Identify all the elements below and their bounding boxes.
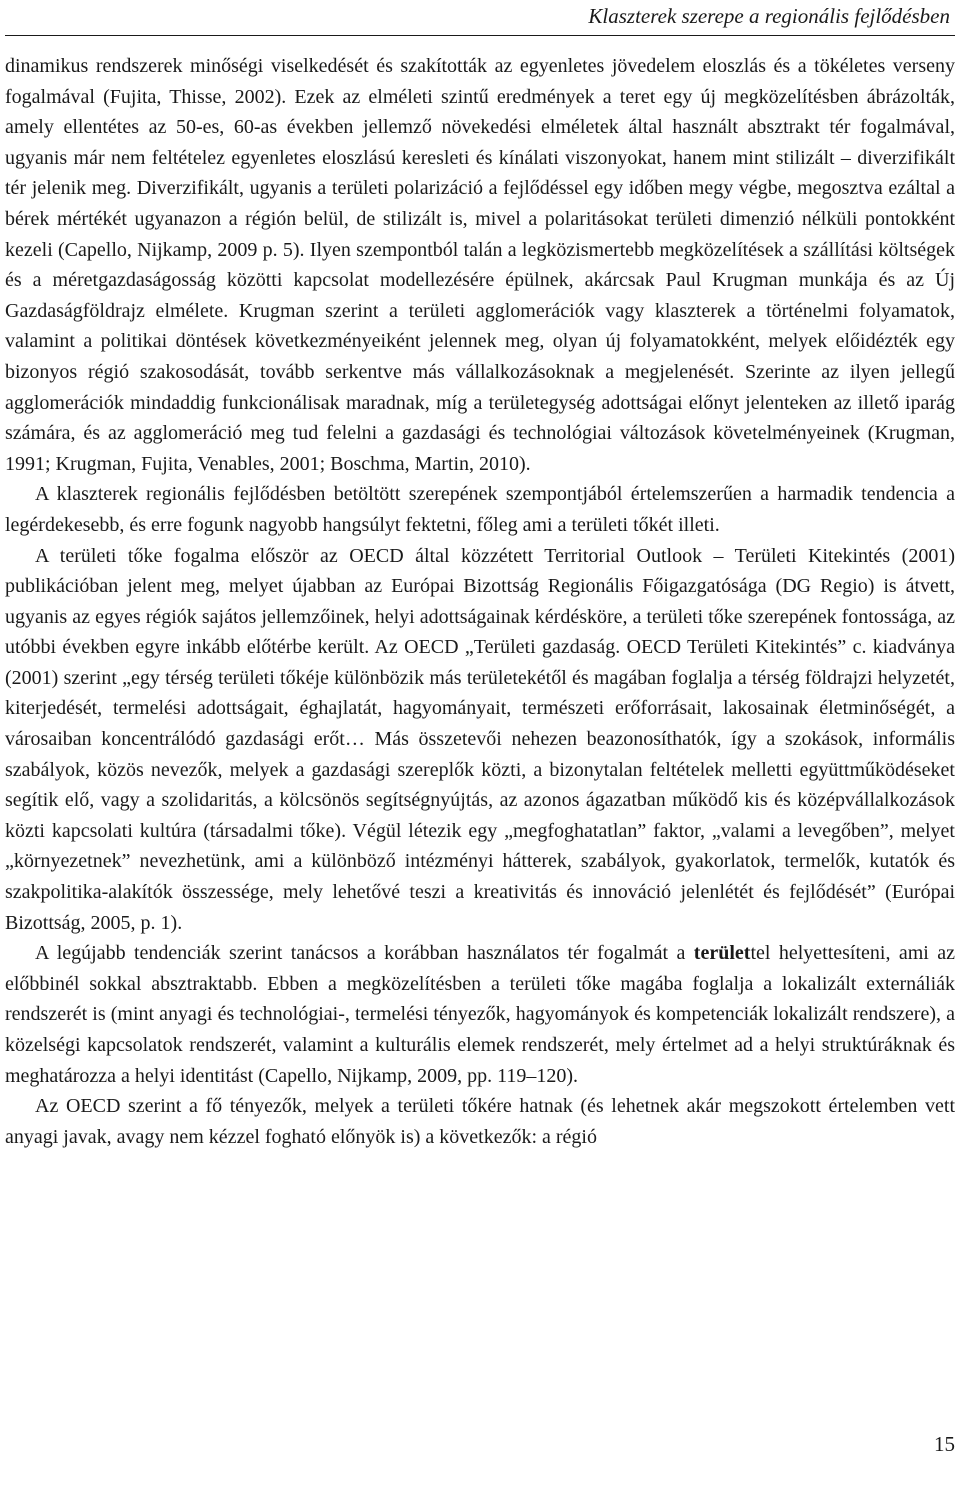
page-number: 15 [934,1432,955,1456]
paragraph-4-rest: tel helyettesíteni, ami az előbbinél sokkal absztraktabb. Ebben a megközelítésben a területi tőke magába foglalja a lokalizált externáliák rendszerét is (mint anyagi és technológiai-, termelési tényezők, hagyományok és kompetenciák lokalizált rendszere), a közelségi kapcsolatok rendszerét, valamint a kulturális elemek rendszerét, mely értelmet ad a helyi struktúráknak és meghatározza a helyi identitást (Capello, Nijkamp, 2009, pp. 119–120). [5,942,955,1087]
paragraph-4-lead: A legújabb tendenciák szerint tanácsos a korábban használatos tér fogalmát a [35,942,694,965]
paragraph-3: A területi tőke fogalma először az OECD által közzétett Territorial Outlook – Területi Kitekintés (2001) publikációban jelent meg, melyet újabban az Európai Bizottság Regionális Főigazgatósága (DG Regio) is átvett, ugyanis az egyes régiók sajátos jellemzőinek, helyi adottságainak kérdésköre, a területi tőke szerepének fontossága, az utóbbi években egyre inkább előtérbe került. Az OECD „Területi gazdaság. OECD Területi Kitekintés” c. kiadványa (2001) szerint „egy térség területi tőkéje különbözik más területekétől és magában foglalja a térség földrajzi helyzetét, kiterjedését, termelési adottságait, éghajlatát, hagyományait, természeti erőforrásait, lakosainak életminőségét, a városaiban koncentrálódó gazdasági erőt… Más összetevői nehezen beazonosíthatók, így a szokások, informális szabályok, közös nevezők, melyek a gazdasági szereplők közti, a bizonytalan feltételek melletti együttműködéseket segítik elő, vagy a szolidaritás, a kölcsönös segítségnyújtás, az azonos ágazatban működő kis és középvállalkozások közti kapcsolati kultúra (társadalmi tőke). Végül létezik egy „megfoghatatlan” faktor, „valami a levegőben”, melyet „környezetnek” nevezhetünk, ami a különböző intézményi hátterek, szabályok, gyakorlatok, termelők, kutatók és szakpolitika-alakítók összessége, mely lehetővé teszi a kreativitás és innováció jelenlétét és fejlődését” (Európai Bizottság, 2005, p. 1). [5,544,955,934]
header-rule [5,35,955,36]
body-text [5,51,955,1152]
running-header-title: Klaszterek szerepe a regionális fejlődésben [588,4,950,28]
paragraph-2: A klaszterek regionális fejlődésben betöltött szerepének szempontjából értelemszerűen a harmadik tendencia a legérdekesebb, és erre fogunk nagyobb hangsúlyt fektetni, főleg ami a területi tőkét illeti. [5,483,955,536]
paragraph-1: dinamikus rendszerek minőségi viselkedését és szakították az egyenletes jövedelem eloszlás és a tökéletes verseny fogalmával (Fujita, Thisse, 2002). Ezek az elméleti szintű eredmények a teret egy új megközelítésben ábrázolták, amely ellentétes az 50-es, 60-as években jellemző növekedési elméletek által használt absztrakt tér fogalmával, ugyanis már nem feltételez egyenletes eloszlású keresleti és kínálati viszonyokat, hanem mint stilizált – diverzifikált tér jelenik meg. Diverzifikált, ugyanis a területi polarizáció a fejlődéssel egy időben megy végbe, megosztva ezáltal a bérek mértékét ugyanazon a régión belül, de stilizált is, mivel a polaritásokat területi dimenzió nélküli pontokként kezeli (Capello, Nijkamp, 2009 p. 5). Ilyen szempontból talán a legközismertebb megközelítések a szállítási költségek és a méretgazdaságosság közötti kapcsolat modellezésére épülnek, akárcsak Paul Krugman munkája és az Új Gazdaságföldrajz elmélete. Krugman szerint a területi agglomerációk vagy klaszterek a történelmi folyamatok, valamint a politikai döntések következményeiként jelennek meg, olyan új folyamatokként, melyek előidézték egy bizonyos régió szakosodását, tovább serkentve más vállalkozásoknak a megjelenését. Szerinte az ilyen jellegű agglomerációk mindaddig funkcionálisak maradnak, míg a területegység adottságai előnyt jelenteken az illető iparág számára, és az agglomeráció meg tud felelni a gazdasági és technológiai változások követelményeinek (Krugman, 1991; Krugman, Fujita, Venables, 2001; Boschma, Martin, 2010). [5,55,955,475]
paragraph-5: Az OECD szerint a fő tényezők, melyek a területi tőkére hatnak (és lehetnek akár megszokott értelemben vett anyagi javak, avagy nem kézzel fogható előnyök is) a következők: a régió [5,1095,955,1148]
paragraph-4 [5,938,955,1091]
bold-term-terulet: terület [693,942,751,965]
